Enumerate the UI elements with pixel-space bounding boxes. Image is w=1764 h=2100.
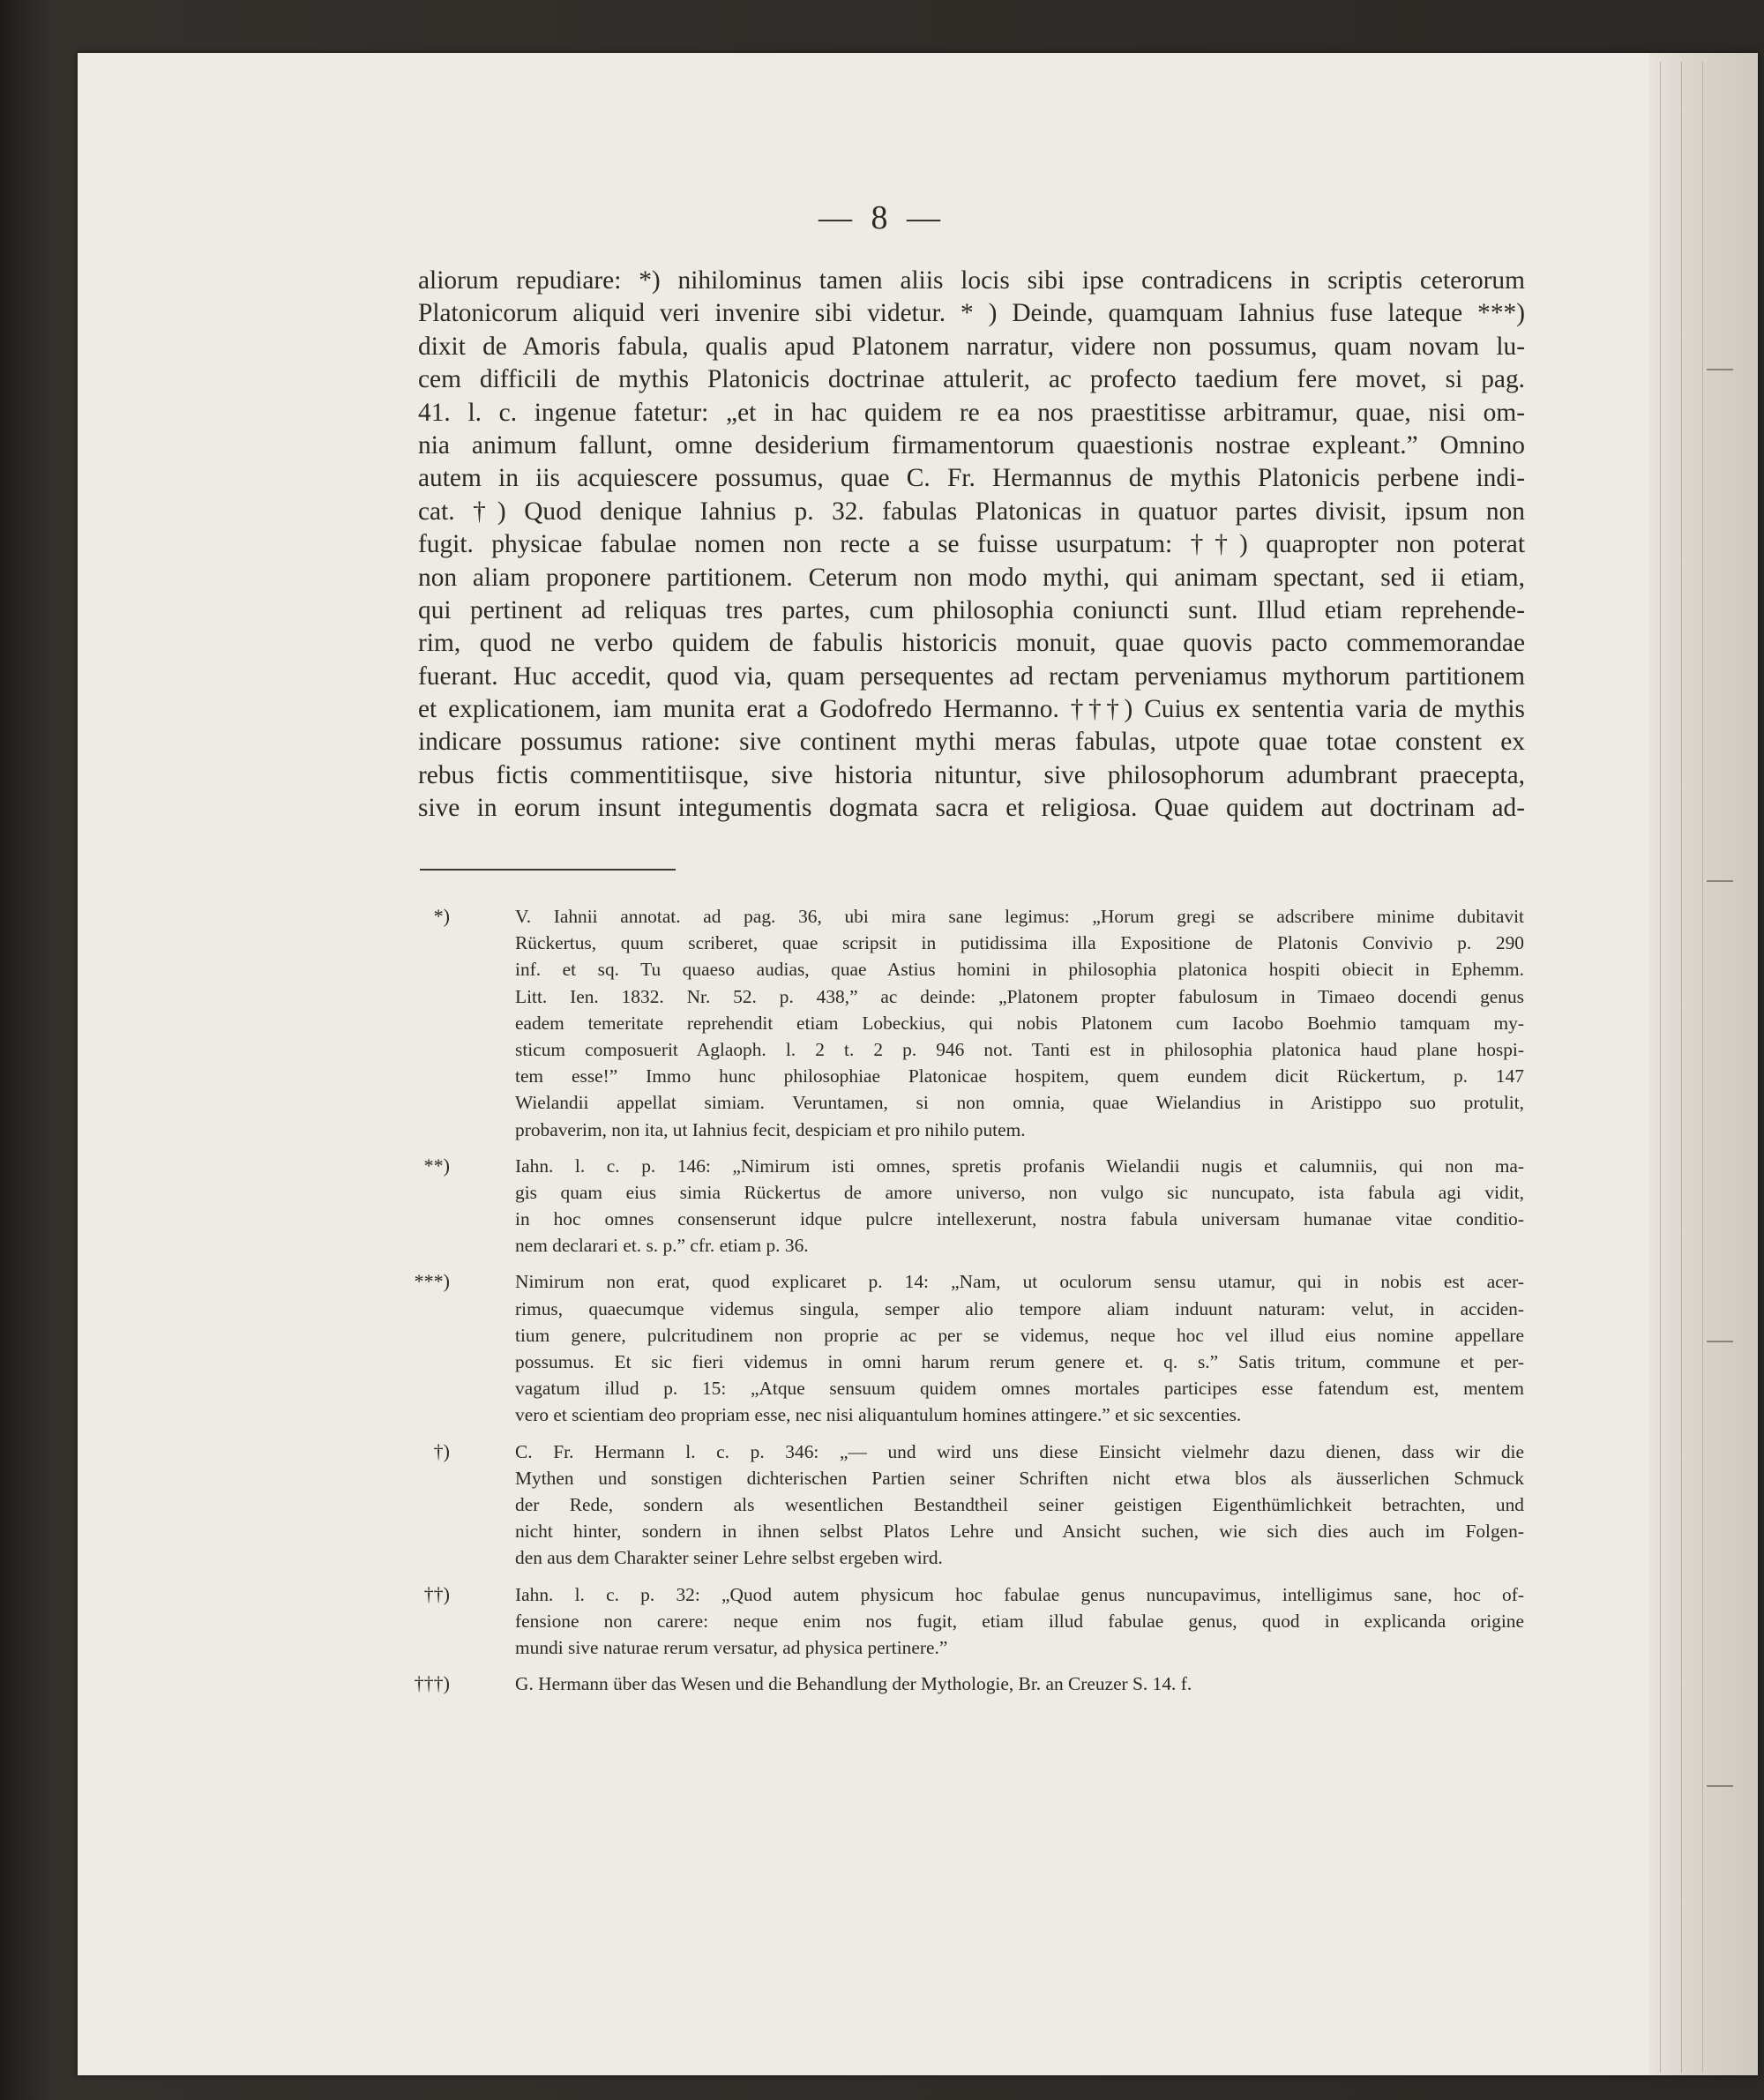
footnote-line: den aus dem Charakter seiner Lehre selbst ergeben wird. — [515, 1547, 943, 1569]
footnote-text — [515, 1439, 1524, 1572]
footnotes — [414, 903, 1524, 1707]
text-line: fugit. physicae fabulae nomen non recte a se fuisse usurpatum: ††) quapropter non poterat — [418, 530, 1525, 559]
text-line: 41. l. c. ingenue fatetur: „et in hac quidem re ea nos praestitisse arbitramur, quae, nisi om- — [418, 398, 1525, 427]
page-edge-tick — [1707, 1341, 1733, 1342]
footnote-line: G. Hermann über das Wesen und die Behandlung der Mythologie, Br. an Creuzer S. 14. f. — [515, 1673, 1192, 1695]
text-line: dixit de Amoris fabula, qualis apud Platonem narratur, videre non possumus, quam novam lu- — [418, 332, 1525, 361]
footnote — [423, 1153, 1524, 1259]
page-edge-line — [1702, 62, 1703, 2073]
footnote-marker: †) — [433, 1439, 450, 1462]
text-line: qui pertinent ad reliquas tres partes, cum philosophia coniuncti sunt. Illud etiam reprehende- — [418, 595, 1525, 624]
text-line: non aliam proponere partitionem. Ceterum non modo mythi, qui animam spectant, sed ii etiam, — [418, 563, 1525, 592]
page-number: — 8 — — [818, 199, 946, 236]
footnote — [414, 1670, 1524, 1697]
footnote-line: V. Iahnii annotat. ad pag. 36, ubi mira sane legimus: „Horum gregi se adscribere minime dubitavit — [515, 906, 1524, 927]
footnote-line: Mythen und sonstigen dichterischen Partien seiner Schriften nicht etwa blos als äusserlichen Schmuck — [515, 1467, 1524, 1489]
footnote-line: vagatum illud p. 15: „Atque sensuum quidem omnes mortales participes esse fatendum est, mentem — [515, 1378, 1524, 1400]
page-edge-tick — [1707, 1785, 1733, 1787]
footnote-marker: ***) — [414, 1270, 450, 1293]
page-edge-tick — [1707, 369, 1733, 370]
footnote-line: Iahn. l. c. p. 32: „Quod autem physicum hoc fabulae genus nuncupavimus, intelligimus sane, hoc of- — [515, 1583, 1524, 1605]
footnote-line: sticum composuerit Aglaoph. l. 2 t. 2 p. 946 not. Tanti est in philosophia platonica haud plane hospi- — [515, 1038, 1524, 1060]
footnote-line: vero et scientiam deo propriam esse, nec nisi aliquantulum homines attingere.” et sic sexcenties. — [515, 1404, 1242, 1426]
footnote — [433, 903, 1524, 1143]
text-line: indicare possumus ratione: sive continent mythi meras fabulas, utpote quae totae constent ex — [418, 728, 1525, 757]
footnote-marker: *) — [433, 905, 450, 927]
page-fore-edge — [1649, 53, 1758, 2075]
page-edge-tick — [1707, 880, 1733, 882]
text-line: Platonicorum aliquid veri invenire sibi videtur. * ) Deinde, quamquam Iahnius fuse lateque ***) — [418, 299, 1525, 328]
text-line: cat. †) Quod denique Iahnius p. 32. fabulas Platonicas in quatuor partes divisit, ipsum non — [418, 497, 1525, 526]
footnote — [423, 1581, 1524, 1662]
footnote-text — [515, 1670, 1524, 1697]
main-text — [418, 265, 1525, 826]
footnote-line: Rückertus, quum scriberet, quae scripsit in putidissima illa Expositione de Platonis Convivio p. 290 — [515, 932, 1524, 954]
footnote-line: inf. et sq. Tu quaeso audias, quae Astius homini in philosophia platonica hospiti obiecit in Ephemm. — [515, 959, 1524, 981]
footnote-line: probaverim, non ita, ut Iahnius fecit, despiciam et pro nihilo putem. — [515, 1118, 1026, 1140]
footnote-marker: †††) — [414, 1672, 450, 1695]
text-line: aliorum repudiare: *) nihilominus tamen aliis locis sibi ipse contradicens in scriptis ceterorum — [418, 266, 1525, 295]
text-line: cem difficili de mythis Platonicis doctrinae attulerit, ac profecto taedium fere movet, si pag. — [418, 365, 1525, 394]
text-line: fuerant. Huc accedit, quod via, quam persequentes ad rectam perveniamus mythorum partitionem — [418, 661, 1525, 691]
text-line: nia animum fallunt, omne desiderium firmamentorum quaestionis nostrae expleant.” Omnino — [418, 430, 1525, 460]
footnote-line: rimus, quaecumque videmus singula, semper alio tempore aliam induunt naturam: velut, in acciden- — [515, 1297, 1524, 1319]
footnote-line: in hoc omnes consenserunt idque pulcre intellexerunt, nostra fabula universam humanae vitae conditio- — [515, 1208, 1524, 1230]
footnote-line: eadem temeritate reprehendit etiam Lobeckius, qui nobis Platonem cum Iacobo Boehmio tamquam my- — [515, 1012, 1524, 1034]
footnote-text — [515, 1153, 1524, 1259]
footnote-line: possumus. Et sic fieri videmus in omni harum rerum genere et. q. s.” Satis tritum, commune et per- — [515, 1351, 1524, 1372]
footnote-text — [515, 903, 1524, 1143]
text-line: rebus fictis commentitiisque, sive historia nituntur, sive philosophorum adumbrant praecepta, — [418, 760, 1525, 789]
text-line: et explicationem, iam munita erat a Godofredo Hermanno. †††) Cuius ex sententia varia de mythis — [418, 695, 1525, 724]
text-line: autem in iis acquiescere possumus, quae C. Fr. Hermannus de mythis Platonicis perbene indi- — [418, 464, 1525, 493]
footnote-line: Nimirum non erat, quod explicaret p. 14: „Nam, ut oculorum sensu utamur, qui in nobis est acer- — [515, 1271, 1524, 1293]
footnote-line: fensione non carere: neque enim nos fugit, etiam illud fabulae genus, quod in explicanda origine — [515, 1610, 1524, 1632]
footnote-line: Litt. Ien. 1832. Nr. 52. p. 438,” ac deinde: „Platonem propter fabulosum in Timaeo docendi genus — [515, 985, 1524, 1007]
footnote-marker: **) — [423, 1154, 450, 1177]
footnote-line: tium genere, pulcritudinem non proprie ac per se videmus, neque hoc vel illud eius nomine appellare — [515, 1324, 1524, 1346]
text-line: rim, quod ne verbo quidem de fabulis historicis monuit, quae quovis pacto commemorandae — [418, 629, 1525, 658]
footnote-line: mundi sive naturae rerum versatur, ad physica pertinere.” — [515, 1636, 948, 1658]
footnote-text — [515, 1581, 1524, 1662]
footnote-text — [515, 1268, 1524, 1428]
footnote-line: tem esse!” Immo hunc philosophiae Platonicae hospitem, quem eundem dicit Rückertum, p. 147 — [515, 1065, 1524, 1087]
footnote-line: der Rede, sondern als wesentlichen Bestandtheil seiner geistigen Eigenthümlichkeit betrachten, und — [515, 1493, 1524, 1515]
footnote-line: Wielandii appellat simiam. Veruntamen, si non omnia, quae Wielandius in Aristippo suo protulit, — [515, 1092, 1524, 1114]
footnote — [414, 1268, 1524, 1428]
text-line: sive in eorum insunt integumentis dogmata sacra et religiosa. Quae quidem aut doctrinam ad- — [418, 794, 1525, 823]
footnote — [433, 1439, 1524, 1572]
page-edge-line — [1681, 62, 1682, 2073]
footnote-line: nem declarari et. s. p.” cfr. etiam p. 36. — [515, 1235, 809, 1257]
footnote-line: C. Fr. Hermann l. c. p. 346: „— und wird uns diese Einsicht vielmehr dazu dienen, dass wir die — [515, 1440, 1524, 1462]
footnote-line: gis quam eius simia Rückertus de amore universo, non vulgo sic nuncupato, ista fabula agi vidit, — [515, 1181, 1524, 1203]
page-edge-line — [1660, 62, 1661, 2073]
footnote-line: nicht hinter, sondern in ihnen selbst Platos Lehre und Ansicht suchen, wie sich dies auch im Folgen- — [515, 1521, 1524, 1543]
footnote-marker: ††) — [423, 1582, 450, 1605]
footnote-line: Iahn. l. c. p. 146: „Nimirum isti omnes, spretis profanis Wielandii nugis et calumniis, qui non ma- — [515, 1155, 1524, 1177]
footnote-separator — [420, 869, 676, 871]
